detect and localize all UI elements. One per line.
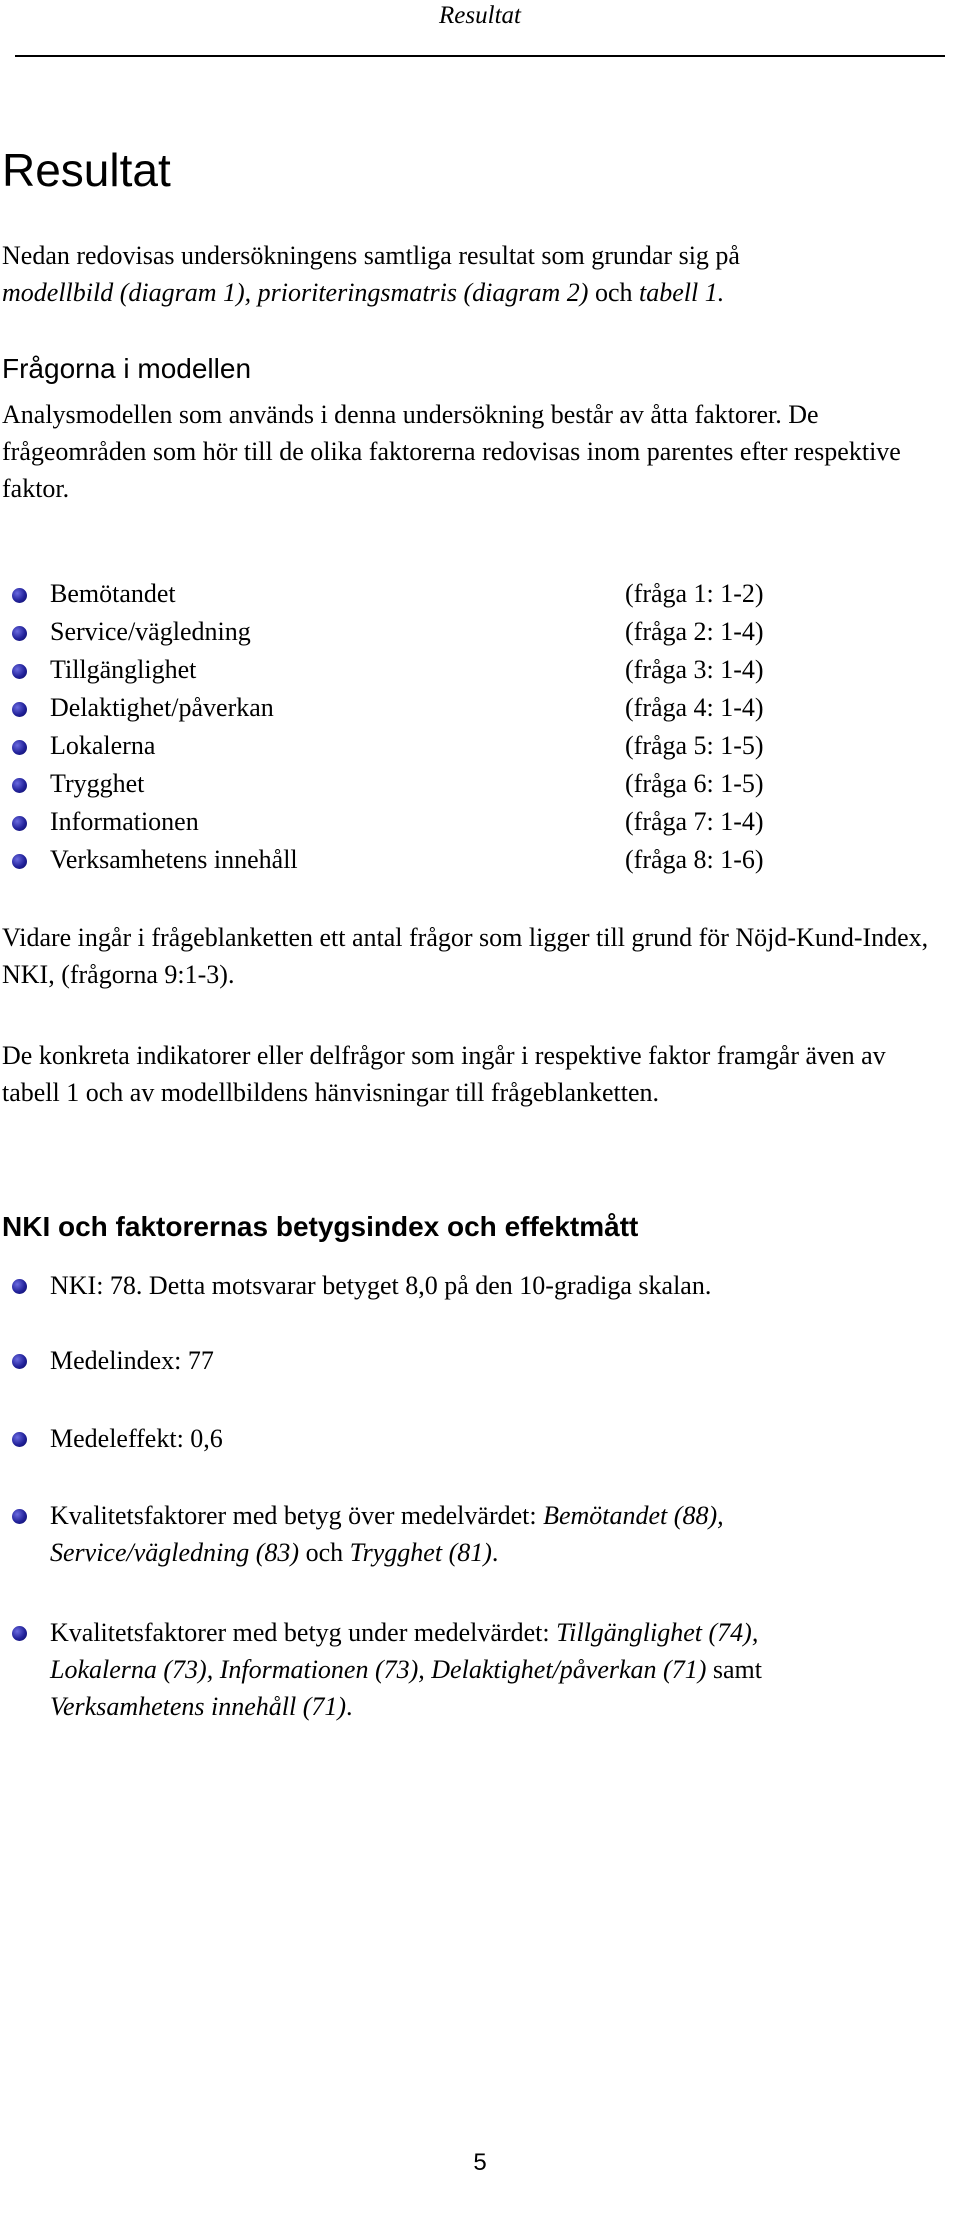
above-lead: Kvalitetsfaktorer med betyg över medelvärdet: [50,1501,544,1530]
intro-text-2: och [588,278,639,307]
factor-label: Informationen [50,807,199,836]
below-samt: samt [706,1655,762,1684]
medelindex-value: Medelindex: 77 [50,1346,214,1375]
page-number: 5 [473,2149,487,2176]
list-item [0,689,960,727]
below-lead: Kvalitetsfaktorer med betyg under medelvärdet: [50,1618,557,1647]
above-factor-2: Service/vägledning (83) [50,1538,300,1567]
above-och: och [299,1538,350,1567]
factor-label: Trygghet [50,769,145,798]
bullet-icon [12,1354,27,1369]
above-factor-1: Bemötandet (88), [543,1501,724,1530]
list-item [0,765,960,803]
nki-value: NKI: 78. Detta motsvarar betyget 8,0 på den 10-gradiga skalan. [50,1271,712,1300]
list-item [0,841,960,879]
factor-list [0,575,960,879]
factor-question-ref: (fråga 6: 1-5) [625,769,764,798]
bullet-icon [12,588,27,603]
bullet-icon [12,854,27,869]
model-paragraph: Analysmodellen som används i denna undersökning består av åtta faktorer. De frågeområden som hör till de olika faktorerna redovisas inom parentes efter respektive faktor. [2,400,901,503]
below-factor-1: Tillgänglighet (74), [556,1618,759,1647]
list-item [0,613,960,651]
bullet-icon [12,1432,27,1447]
factor-question-ref: (fråga 7: 1-4) [625,807,764,836]
bullet-icon [12,1509,27,1524]
factor-question-ref: (fråga 5: 1-5) [625,731,764,760]
factor-question-ref: (fråga 3: 1-4) [625,655,764,684]
bullet-icon [12,816,27,831]
bullet-icon [12,702,27,717]
list-item [0,727,960,765]
indicators-paragraph: De konkreta indikatorer eller delfrågor som ingår i respektive faktor framgår även av tabell 1 och av modellbildens hänvisningar till frågeblanketten. [2,1041,886,1107]
intro-text-1: Nedan redovisas undersökningens samtliga resultat som grundar sig på [2,241,740,270]
medeleffekt-value: Medeleffekt: 0,6 [50,1424,223,1453]
nki-intro-paragraph: Vidare ingår i frågeblanketten ett antal frågor som ligger till grund för Nöjd-Kund-Index, NKI, (frågorna 9:1-3). [2,923,929,989]
list-item [0,651,960,689]
bullet-icon [12,740,27,755]
factor-question-ref: (fråga 4: 1-4) [625,693,764,722]
bullet-icon [12,626,27,641]
above-average-factors [50,1497,955,1571]
factor-label: Bemötandet [50,579,176,608]
below-average-factors [50,1614,955,1725]
intro-italic-1: modellbild (diagram 1), prioriteringsmatris (diagram 2) [2,278,589,307]
page-title: Resultat [2,144,171,196]
section-heading-nki: NKI och faktorernas betygsindex och effektmått [2,1211,639,1242]
below-factor-2: Lokalerna (73), Informationen (73), Delaktighet/påverkan (71) [50,1655,707,1684]
bullet-icon [12,1279,27,1294]
below-end: . [346,1692,353,1721]
running-header: Resultat [439,2,521,29]
factor-question-ref: (fråga 8: 1-6) [625,845,764,874]
factor-question-ref: (fråga 2: 1-4) [625,617,764,646]
factor-label: Verksamhetens innehåll [50,845,298,874]
bullet-icon [12,1626,27,1641]
factor-label: Lokalerna [50,731,156,760]
bullet-icon [12,664,27,679]
intro-italic-2: tabell 1. [639,278,725,307]
factor-label: Service/vägledning [50,617,251,646]
factor-label: Tillgänglighet [50,655,197,684]
intro-paragraph [2,237,952,311]
factor-label: Delaktighet/påverkan [50,693,274,722]
above-factor-3: Trygghet (81) [349,1538,492,1567]
below-factor-3: Verksamhetens innehåll (71) [50,1692,347,1721]
list-item [0,575,960,613]
header-rule [15,55,945,57]
section-heading-questions: Frågorna i modellen [2,353,252,384]
above-end: . [491,1538,499,1567]
bullet-icon [12,778,27,793]
list-item [0,803,960,841]
factor-question-ref: (fråga 1: 1-2) [625,579,764,608]
